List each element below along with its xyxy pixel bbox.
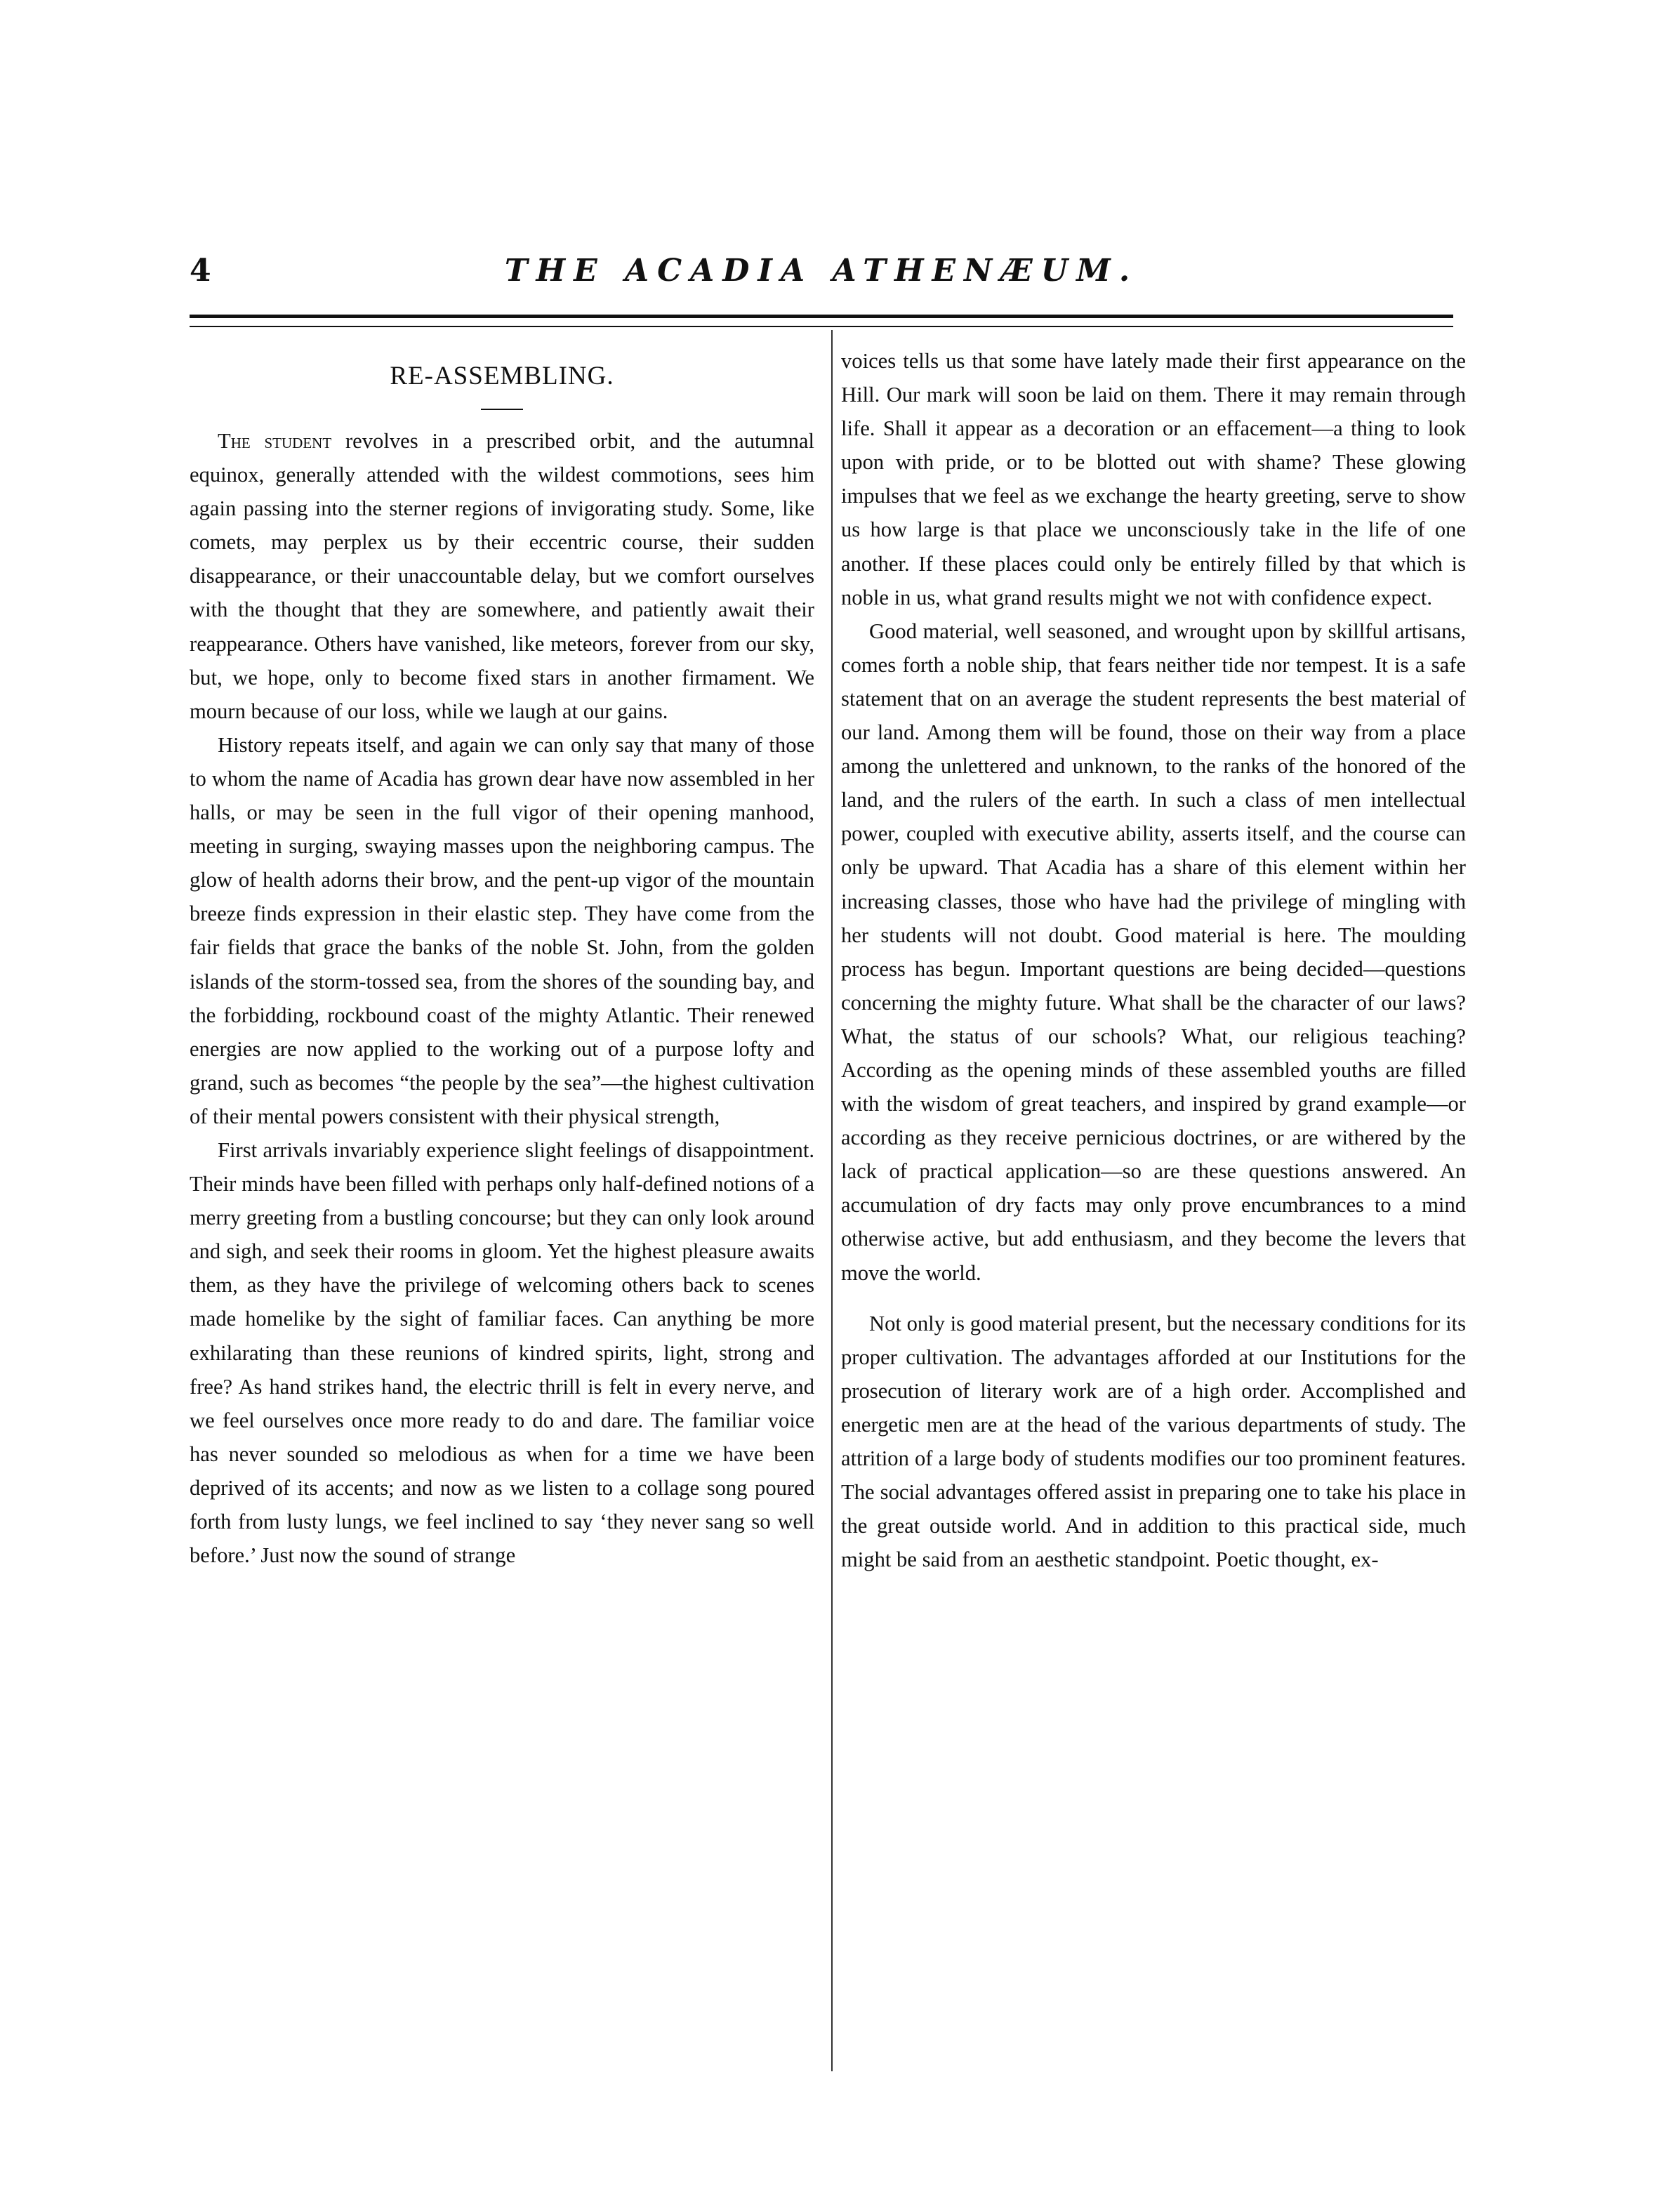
paragraph-5: Not only is good material present, but the necessary conditions for its proper cultivation. The advantages afforded at our Institutions for the prosecution of literary work are of a high order. Accomplished and energetic men are at the head of the various departments of study. The attrition of a large body of students modifies our too prominent features. The social advantages offered assist in preparing one to take his place in the great outside world. And in addition to this practical side, much might be said from an aesthetic standpoint. Poetic thought, ex- xyxy=(841,1311,1466,1572)
column-divider xyxy=(831,330,833,2071)
header-rule-thick xyxy=(190,315,1453,318)
page-header xyxy=(190,253,1453,302)
article-title: RE-ASSEMBLING. xyxy=(390,362,614,390)
lead-caps: The student xyxy=(218,429,332,453)
journal-title: THE ACADIA ATHENÆUM. xyxy=(504,253,1139,289)
paragraph-3-continued: voices tells us that some have lately made their first appearance on the Hill. Our mark will soon be laid on them. There it may remain through life. Shall it appear as a decoration or an effacement—a thing to look upon with pride, or to be blotted out with shame? These glowing impulses that we feel as we exchange the hearty greeting, serve to show us how large is that place we unconsciously take in the life of one another. If these places could only be entirely filled by that which is noble in us, what grand results might we not with confidence expect. xyxy=(841,349,1466,609)
title-rule xyxy=(481,409,523,410)
paragraph-2: History repeats itself, and again we can only say that many of those to whom the name of Acadia has grown dear have now assembled in her halls, or may be seen in the full vigor of their opening manhood, meeting in surging, swaying masses upon the neighboring campus. The glow of health adorns their brow, and the pent-up vigor of the mountain breeze finds expression in their elastic step. They have come from the fair fields that grace the banks of the noble St. John, from the golden islands of the storm-tossed sea, from the shores of the sounding bay, and the forbidding, rockbound coast of the mighty Atlantic. Their renewed energies are now applied to the working out of a purpose lofty and grand, such as becomes “the people by the sea”—the highest cultivation of their mental powers consistent with their physical strength, xyxy=(190,732,814,1128)
page-number: 4 xyxy=(190,253,211,289)
right-column xyxy=(841,344,1466,1576)
paragraph-3: First arrivals invariably experience slight feelings of disappointment. Their minds have been filled with perhaps only half-defined notions of a merry greeting from a bustling concourse; but they can only look around and sigh, and seek their rooms in gloom. Yet the highest pleasure awaits them, as they have the privilege of welcoming others back to scenes made homelike by the sight of familiar faces. Can anything be more exhilarating than these reunions of kindred spirits, light, strong and free? As hand strikes hand, the electric thrill is felt in every nerve, and we feel ourselves once more ready to do and dare. The familiar voice has never sounded so melodious as when for a time we have been deprived of its accents; and now as we listen to a collage song poured forth from lusty lungs, we feel inclined to say ‘they never sang so well before.’ Just now the sound of strange xyxy=(190,1137,814,1568)
header-rule-thin xyxy=(190,326,1453,327)
paragraph-1 xyxy=(190,424,814,728)
left-column xyxy=(190,344,814,1572)
paragraph-1-text: revolves in a prescribed orbit, and the autumnal equinox, generally attended with the wildest commotions, sees him again passing into the sterner regions of invigorating study. Some, like comets, may perplex us by their eccentric course, their sudden disappearance, or their unaccountable delay, but we comfort ourselves with the thought that they are somewhere, and patiently await their reappearance. Others have vanished, like meteors, forever from our sky, but, we hope, only to become fixed stars in another firmament. We mourn because of our loss, while we laugh at our gains. xyxy=(190,429,814,723)
paragraph-4: Good material, well seasoned, and wrought upon by skillful artisans, comes forth a noble ship, that fears neither tide nor tempest. It is a safe statement that on an average the student represents the best material of our land. Among them will be found, those on their way from a place among the unlettered and unknown, to the ranks of the honored of the land, and the rulers of the earth. In such a class of men intellectual power, coupled with executive ability, asserts itself, and the course can only be upward. That Acadia has a share of this element within her increasing classes, those who have had the privilege of mingling with her students will not doubt. Good material is here. The moulding process has begun. Important questions are being decided—questions concerning the mighty future. What shall be the character of our laws? What, the status of our schools? What, our religious teaching? According as the opening minds of these assembled youths are filled with the wisdom of great teachers, and inspired by grand example—or according as they receive pernicious doctrines, or are withered by the lack of practical application—so are these questions answered. An accumulation of dry facts may only prove encumbrances to a mind otherwise active, but add enthusiasm, and they become the levers that move the world. xyxy=(841,619,1466,1285)
